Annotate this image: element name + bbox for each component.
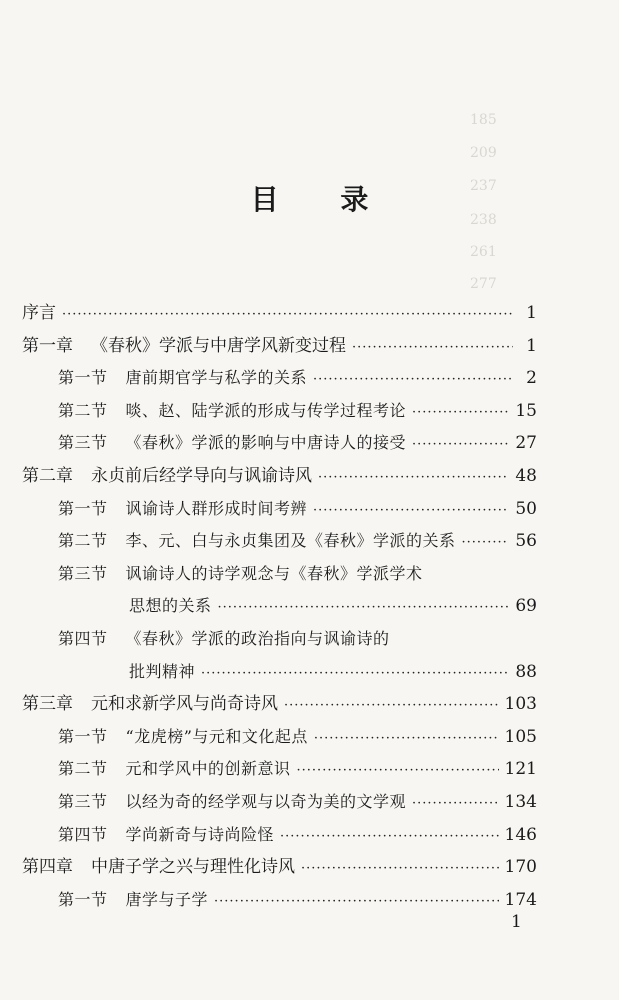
toc-leader-dots	[412, 431, 509, 459]
toc-leader-dots	[412, 399, 509, 427]
toc-entry-number: 第四节	[58, 629, 108, 648]
toc-entry-title: 唐前期官学与私学的关系	[125, 368, 308, 387]
toc-entry-label	[129, 658, 195, 686]
toc-page-number: 146	[504, 825, 537, 845]
toc-entry-title: 《春秋》学派与中唐学风新变过程	[91, 336, 346, 356]
bleed-through-text: 185 209 237 238 261 277	[470, 112, 497, 292]
toc-entry-number: 第一节	[58, 727, 108, 746]
toc-entry-label	[22, 853, 295, 881]
toc-leader-dots	[352, 334, 513, 362]
toc-entry-number: 第二节	[58, 401, 108, 420]
toc-page-number: 48	[515, 466, 537, 486]
toc-continuation-row[interactable]	[129, 658, 537, 686]
toc-entry-label	[58, 495, 307, 523]
toc-entry-label	[129, 592, 212, 620]
toc-entry-title: 以经为奇的经学观与以奇为美的文学观	[125, 792, 407, 811]
toc-leader-dots	[218, 594, 510, 622]
toc-entry-title: 讽谕诗人的诗学观念与《春秋》学派学术	[125, 564, 423, 583]
toc-entry-label	[22, 462, 312, 490]
toc-leader-dots	[301, 855, 499, 883]
toc-entry-label	[58, 364, 307, 392]
toc-leader-dots	[214, 888, 499, 916]
toc-section-row[interactable]	[58, 364, 537, 392]
toc-entry-number: 第一节	[58, 368, 108, 387]
toc-leader-dots	[62, 301, 513, 329]
toc-entry-label	[58, 429, 406, 457]
toc-page-number: 1	[526, 336, 537, 356]
toc-entry-title: 永贞前后经学导向与讽谕诗风	[91, 466, 312, 486]
toc-entry-title: 元和求新学风与尚奇诗风	[91, 694, 278, 714]
toc-entry-title: 《春秋》学派的政治指向与讽谕诗的	[125, 629, 390, 648]
toc-page-number: 174	[504, 890, 537, 910]
toc-section-row[interactable]	[58, 527, 537, 555]
page-title: 目 录	[250, 183, 395, 216]
toc-section-row[interactable]	[58, 560, 537, 588]
toc-entry-title: 《春秋》学派的影响与中唐诗人的接受	[125, 433, 407, 452]
toc-page-number: 2	[526, 368, 537, 388]
toc-page-number: 105	[504, 727, 537, 747]
toc-page-number: 1	[526, 303, 537, 323]
toc-entry-title: 元和学风中的创新意识	[125, 759, 291, 778]
toc-entry-label	[58, 625, 390, 653]
toc-section-row[interactable]	[58, 886, 537, 914]
toc-page-number: 69	[515, 596, 537, 616]
toc-section-row[interactable]	[58, 821, 537, 849]
toc-page-number: 88	[515, 662, 537, 682]
toc-entry-label	[58, 788, 406, 816]
toc-entry-number: 第二章	[22, 466, 73, 486]
toc-entry-title: 中唐子学之兴与理性化诗风	[91, 857, 295, 877]
toc-chapter-row[interactable]	[22, 853, 537, 881]
toc-page-number: 134	[504, 792, 537, 812]
toc-entry-number: 第四节	[58, 825, 108, 844]
toc-section-row[interactable]	[58, 429, 537, 457]
toc-entry-title: 李、元、白与永贞集团及《春秋》学派的关系	[125, 531, 456, 550]
toc-section-row[interactable]	[58, 755, 537, 783]
toc-entry-number: 第一节	[58, 499, 108, 518]
toc-entry-title: 批判精神	[129, 662, 196, 681]
toc-entry-number: 第二节	[58, 759, 108, 778]
toc-entry-title: 学尚新奇与诗尚险怪	[125, 825, 275, 844]
toc-chapter-row[interactable]	[22, 462, 537, 490]
toc-leader-dots	[313, 366, 513, 394]
toc-entry-label	[58, 397, 406, 425]
toc-chapter-row[interactable]	[22, 332, 537, 360]
toc-entry-number: 第一节	[58, 890, 108, 909]
toc-entry-label	[22, 299, 56, 327]
toc-section-row[interactable]	[58, 625, 537, 653]
toc-continuation-row[interactable]	[129, 592, 537, 620]
toc-entry-title: 唐学与子学	[125, 890, 209, 909]
toc-page-number: 170	[504, 857, 537, 877]
toc-leader-dots	[201, 660, 509, 688]
toc-entry-number: 第三节	[58, 433, 108, 452]
toc-chapter-row[interactable]	[22, 690, 537, 718]
toc-entry-number: 第四章	[22, 857, 73, 877]
toc-entry-label	[58, 723, 308, 751]
toc-entry-label	[22, 332, 346, 360]
toc-chapter-row[interactable]	[22, 299, 537, 327]
toc-entry-title: 啖、赵、陆学派的形成与传学过程考论	[125, 401, 407, 420]
toc-leader-dots	[318, 464, 509, 492]
toc-section-row[interactable]	[58, 495, 537, 523]
toc-entry-number: 第三章	[22, 694, 73, 714]
toc-page-number: 103	[504, 694, 537, 714]
toc-section-row[interactable]	[58, 788, 537, 816]
page-number: 1	[511, 912, 522, 932]
toc-section-row[interactable]	[58, 397, 537, 425]
toc-leader-dots	[462, 529, 510, 557]
toc-entry-label	[58, 560, 423, 588]
toc-entry-number: 第三节	[58, 792, 108, 811]
toc-page-number: 27	[515, 433, 537, 453]
toc-entry-label	[58, 886, 208, 914]
toc-leader-dots	[313, 497, 509, 525]
toc-entry-title: 思想的关系	[129, 596, 212, 615]
toc-entry-number: 第一章	[22, 336, 73, 356]
toc-section-row[interactable]	[58, 723, 537, 751]
toc-page-number: 50	[515, 499, 537, 519]
toc-page-number: 121	[504, 759, 537, 779]
toc-page-number: 15	[515, 401, 537, 421]
toc-entry-label	[58, 821, 274, 849]
toc-entry-label	[58, 755, 291, 783]
toc-entry-title: 序言	[22, 303, 56, 323]
toc-entry-label	[58, 527, 456, 555]
toc-leader-dots	[284, 692, 499, 720]
toc-page-number: 56	[515, 531, 537, 551]
toc-leader-dots	[297, 757, 499, 785]
toc-entry-number: 第二节	[58, 531, 108, 550]
toc-leader-dots	[412, 790, 499, 818]
toc-entry-number: 第三节	[58, 564, 108, 583]
toc-entry-title: “龙虎榜”与元和文化起点	[125, 727, 308, 746]
toc-leader-dots	[280, 823, 499, 851]
toc-entry-label	[22, 690, 278, 718]
toc-leader-dots	[314, 725, 499, 753]
toc-entry-title: 讽谕诗人群形成时间考辨	[125, 499, 308, 518]
